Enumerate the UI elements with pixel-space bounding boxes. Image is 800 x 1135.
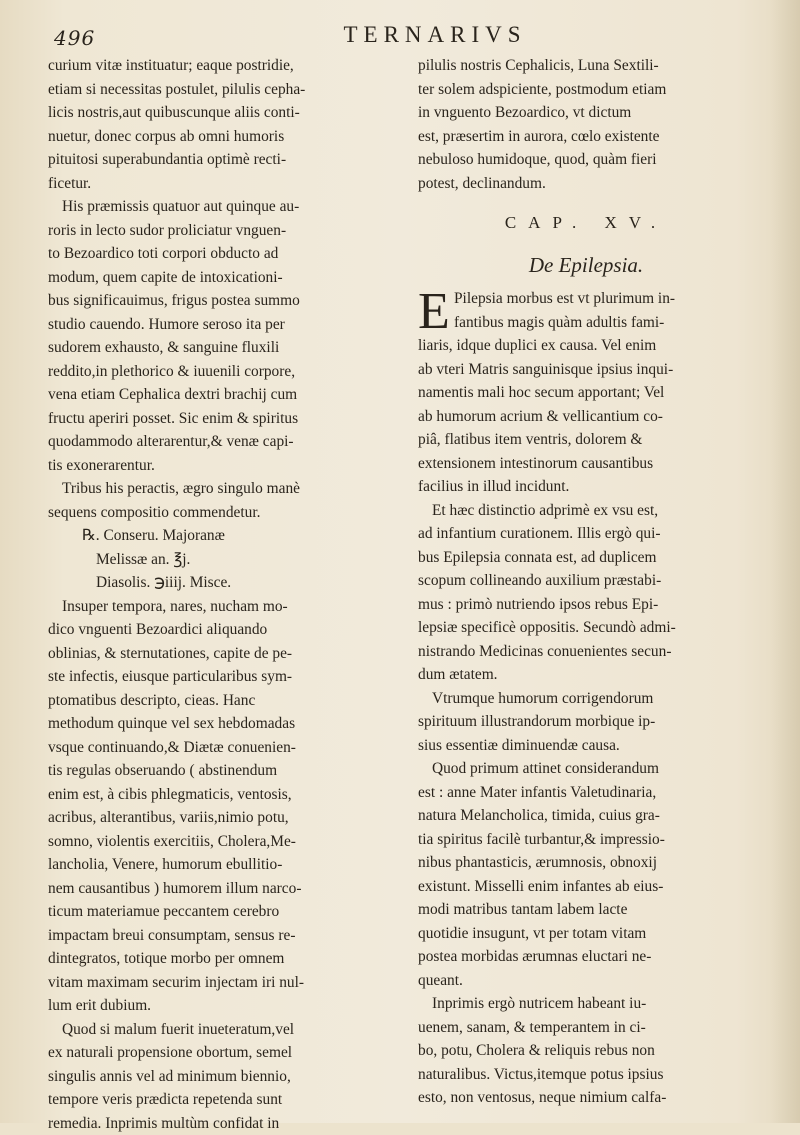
text-line: nem causantibus ) humorem illum narco- [48, 877, 383, 901]
text-line: pituitosi superabundantia optimè recti- [48, 148, 383, 172]
text-line: extensionem intestinorum causantibus [418, 452, 754, 476]
text-line: ptomatibus descripto, cieas. Hanc [48, 689, 383, 713]
right-column-body [418, 287, 754, 1110]
text-line: lancholia, Venere, humorum ebullitio- [48, 853, 383, 877]
text-line: bus Epilepsia connata est, ad duplicem [418, 546, 754, 570]
text-line: ticum materiamue peccantem cerebro [48, 900, 383, 924]
text-line: liaris, idque duplici ex causa. Vel enim [418, 334, 754, 358]
text-line: studio cauendo. Humore seroso ita per [48, 313, 383, 337]
running-title: TERNARIVS [50, 22, 760, 48]
text-line: tempore veris prædicta repetenda sunt [48, 1088, 383, 1112]
text-line: His præmissis quatuor aut quinque au- [48, 195, 383, 219]
text-line: Tribus his peractis, ægro singulo manè [48, 477, 383, 501]
text-line: Melissæ an. ℥j. [48, 548, 383, 572]
text-line: Vtrumque humorum corrigendorum [418, 687, 754, 711]
text-line: roris in lecto sudor proliciatur vnguen- [48, 219, 383, 243]
text-line: tia spiritus facilè turbantur,& impressio- [418, 828, 754, 852]
text-line: to Bezoardico toti corpori obducto ad [48, 242, 383, 266]
text-line: nibus phantasticis, ærumnosis, obnoxij [418, 851, 754, 875]
text-line: oblinias, & sternutationes, capite de pe- [48, 642, 383, 666]
text-line: nistrando Medicinas conuenientes secun- [418, 640, 754, 664]
text-line: ex naturali propensione obortum, semel [48, 1041, 383, 1065]
text-line: tis regulas obseruando ( abstinendum [48, 759, 383, 783]
text-line: dum ætatem. [418, 663, 754, 687]
text-line: in vnguento Bezoardico, vt dictum [418, 101, 754, 125]
text-line: etiam si necessitas postulet, pilulis cepha- [48, 78, 383, 102]
text-line: Diasolis. ℈iiij. Misce. [48, 571, 383, 595]
text-line: somno, violentis exercitiis, Cholera,Me- [48, 830, 383, 854]
text-line: natura Melancholica, timida, cuius gra- [418, 804, 754, 828]
text-line: Pilepsia morbus est vt plurimum in- [418, 287, 754, 311]
text-line: ab humorum acrium & vellicantium co- [418, 405, 754, 429]
text-line: remedia. Inprimis multùm confidat in [48, 1112, 383, 1135]
text-line: sius essentiæ diminuendæ causa. [418, 734, 754, 758]
text-line: impactam breui consumptam, sensus re- [48, 924, 383, 948]
page-number: 496 [54, 26, 95, 50]
text-line: Insuper tempora, nares, nucham mo- [48, 595, 383, 619]
page-header [50, 18, 760, 52]
text-line: bo, potu, Cholera & reliquis rebus non [418, 1039, 754, 1063]
drop-capital: E [418, 287, 450, 337]
text-line: fantibus magis quàm adultis fami- [418, 311, 754, 335]
text-line: vena etiam Cephalica dextri brachij cum [48, 383, 383, 407]
text-line: Quod si malum fuerit inueteratum,vel [48, 1018, 383, 1042]
text-line: ter solem adspiciente, postmodum etiam [418, 78, 754, 102]
text-line: namentis mali hoc secum apportant; Vel [418, 381, 754, 405]
text-line: sequens compositio commendetur. [48, 501, 383, 525]
text-line: ad infantium curationem. Illis ergò qui- [418, 522, 754, 546]
text-line: dintegratos, totique morbo per omnem [48, 947, 383, 971]
text-line: nuetur, donec corpus ab omni humoris [48, 125, 383, 149]
text-line: sudorem exhausto, & sanguine fluxili [48, 336, 383, 360]
text-line: quodammodo alterarentur,& venæ capi- [48, 430, 383, 454]
text-line: naturalibus. Victus,itemque potus ipsius [418, 1063, 754, 1087]
text-line: vitam maximam securim injectam iri nul- [48, 971, 383, 995]
text-line: singulis annis vel ad minimum biennio, [48, 1065, 383, 1089]
text-line: facilius in illud incidunt. [418, 475, 754, 499]
text-line: enim est, à cibis phlegmaticis, ventosis, [48, 783, 383, 807]
text-line: fructu aperiri posset. Sic enim & spiritus [48, 407, 383, 431]
text-line: dico vnguenti Bezoardici aliquando [48, 618, 383, 642]
text-line: modum, quem capite de intoxicationi- [48, 266, 383, 290]
text-line: queant. [418, 969, 754, 993]
text-line: lum erit dubium. [48, 994, 383, 1018]
text-line: est, præsertim in aurora, cœlo existente [418, 125, 754, 149]
text-line: bus significauimus, frigus postea summo [48, 289, 383, 313]
right-column-continuation [418, 54, 754, 195]
text-line: vsque continuando,& Diætæ conuenien- [48, 736, 383, 760]
text-line: mus : primò nutriendo ipsos rebus Epi- [418, 593, 754, 617]
text-line: ficetur. [48, 172, 383, 196]
chapter-heading: CAP. XV. [418, 203, 754, 243]
text-line: nebuloso humidoque, quod, quàm fieri [418, 148, 754, 172]
text-line: esto, non ventosus, neque nimium calfa- [418, 1086, 754, 1110]
text-line: lepsiæ specificè oppositis. Secundò admi- [418, 616, 754, 640]
text-line: scopum collineando auxilium præstabi- [418, 569, 754, 593]
text-line: ℞. Conseru. Majoranæ [48, 524, 383, 548]
page-edge-shadow [770, 0, 800, 1123]
text-line: pilulis nostris Cephalicis, Luna Sextili- [418, 54, 754, 78]
text-line: quotidie insugunt, vt per totam vitam [418, 922, 754, 946]
text-line: piâ, flatibus item ventris, dolorem & [418, 428, 754, 452]
text-line: ste infectis, eiusque particularibus sym- [48, 665, 383, 689]
text-line: reddito,in plethorico & iuuenili corpore, [48, 360, 383, 384]
text-line: potest, declinandum. [418, 172, 754, 196]
text-line: est : anne Mater infantis Valetudinaria, [418, 781, 754, 805]
text-line: curium vitæ instituatur; eaque postridie, [48, 54, 383, 78]
text-line: postea morbidas ærumnas eluctari ne- [418, 945, 754, 969]
text-line: Et hæc distinctio adprimè ex vsu est, [418, 499, 754, 523]
text-line: Quod primum attinet considerandum [418, 757, 754, 781]
text-line: Inprimis ergò nutricem habeant iu- [418, 992, 754, 1016]
left-column [48, 54, 383, 1135]
right-column [418, 54, 754, 1110]
text-line: tis exonerarentur. [48, 454, 383, 478]
text-line: ab vteri Matris sanguinisque ipsius inqui- [418, 358, 754, 382]
text-line: acribus, alterantibus, variis,nimio potu, [48, 806, 383, 830]
text-line: methodum quinque vel sex hebdomadas [48, 712, 383, 736]
text-line: modi matribus tantam labem lacte [418, 898, 754, 922]
text-line: spirituum illustrandorum morbique ip- [418, 710, 754, 734]
text-line: licis nostris,aut quibuscunque aliis conti- [48, 101, 383, 125]
text-line: uenem, sanam, & temperantem in ci- [418, 1016, 754, 1040]
chapter-title: De Epilepsia. [418, 243, 754, 287]
text-line: existunt. Misselli enim infantes ab eius- [418, 875, 754, 899]
